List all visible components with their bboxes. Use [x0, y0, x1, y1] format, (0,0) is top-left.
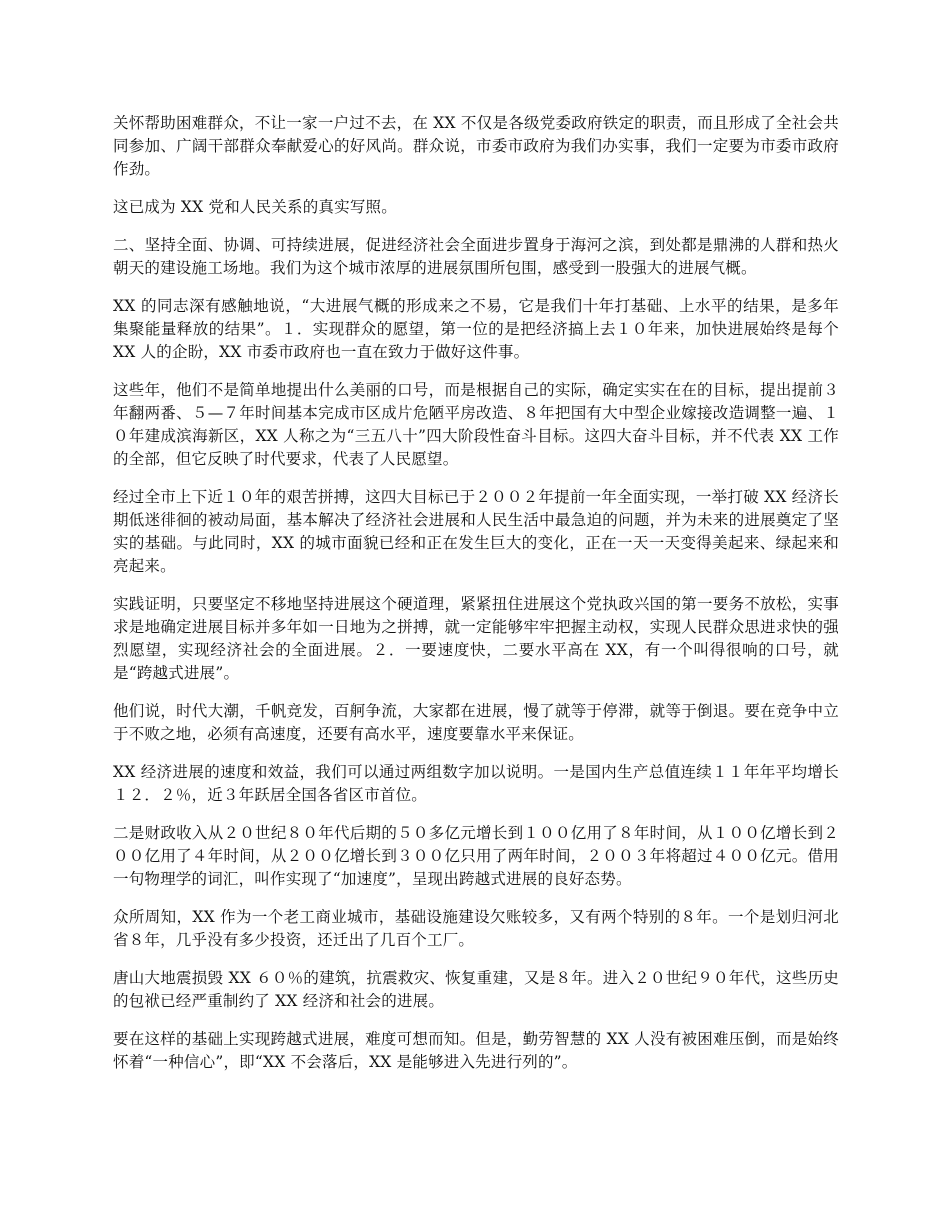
- paragraph-9: XX 经济进展的速度和效益，我们可以通过两组数字加以说明。一是国内生产总值连续１１年年平均增长１２．２％，近３年跃居全国各省区市首位。: [113, 763, 839, 804]
- paragraph-10: 二是财政收入从２０世纪８０年代后期的５０多亿元增长到１００亿用了８年时间，从１００亿增长到２００亿用了４年时间，从２００亿增长到３００亿只用了两年时间，２００３年将超过４００亿元。借用一句物理学的词汇，叫作实现了“加速度”，呈现出跨越式进展的良好态势。: [113, 824, 839, 888]
- paragraph-11: 众所周知，XX 作为一个老工商业城市，基础设施建设欠账较多，又有两个特别的８年。一个是划归河北省８年，几乎没有多少投资，还迁出了几百个工厂。: [113, 908, 839, 949]
- paragraph-8: 他们说，时代大潮，千帆竞发，百舸争流，大家都在进展，慢了就等于停滞，就等于倒退。要在竞争中立于不败之地，必须有高速度，还要有高水平，速度要靠水平来保证。: [113, 702, 839, 743]
- paragraph-2: 这已成为 XX 党和人民关系的真实写照。: [113, 198, 397, 216]
- document-body: [113, 112, 839, 1089]
- paragraph-7: 实践证明，只要坚定不移地坚持进展这个硬道理，紧紧扭住进展这个党执政兴国的第一要务不放松，实事求是地确定进展目标并多年如一日地为之拼搏，就一定能够牢牢把握主动权，实现人民群众思进求快的强烈愿望，实现经济社会的全面进展。２．一要速度快，二要水平高在 XX，有一个叫得很响的口号，就是“跨越式进展”。: [113, 595, 839, 682]
- paragraph-12: 唐山大地震损毁 XX ６０％的建筑，抗震救灾、恢复重建，又是８年。进入２０世纪９０年代，这些历史的包袱已经严重制约了 XX 经济和社会的进展。: [113, 969, 839, 1010]
- paragraph-13: 要在这样的基础上实现跨越式进展，难度可想而知。但是，勤劳智慧的 XX 人没有被困难压倒，而是始终怀着“一种信心”，即“XX 不会落后，XX 是能够进入先进行列的”。: [113, 1030, 839, 1071]
- paragraph-4: XX 的同志深有感触地说，“大进展气概的形成来之不易，它是我们十年打基础、上水平的结果，是多年集聚能量释放的结果”。１．实现群众的愿望，第一位的是把经济搞上去１０年来，加快进展始终是每个 XX 人的企盼，XX 市委市政府也一直在致力于做好这件事。: [113, 297, 839, 361]
- paragraph-3: 二、坚持全面、协调、可持续进展，促进经济社会全面进步置身于海河之滨，到处都是鼎沸的人群和热火朝天的建设施工场地。我们为这个城市浓厚的进展氛围所包围，感受到一股强大的进展气概。: [113, 236, 839, 277]
- paragraph-1: 关怀帮助困难群众，不让一家一户过不去，在 XX 不仅是各级党委政府铁定的职责，而且形成了全社会共同参加、广阔干部群众奉献爱心的好风尚。群众说，市委市政府为我们办实事，我们一定要为市委市政府作劲。: [113, 114, 839, 178]
- paragraph-5: 这些年，他们不是简单地提出什么美丽的口号，而是根据自己的实际，确定实实在在的目标，提出提前３年翻两番、５—７年时间基本完成市区成片危陋平房改造、８年把国有大中型企业嫁接改造调整一遍、１０年建成滨海新区，XX 人称之为“三五八十”四大阶段性奋斗目标。这四大奋斗目标，并不代表 XX 工作的全部，但它反映了时代要求，代表了人民愿望。: [113, 381, 839, 468]
- paragraph-6: 经过全市上下近１０年的艰苦拼搏，这四大目标已于２００２年提前一年全面实现，一举打破 XX 经济长期低迷徘徊的被动局面，基本解决了经济社会进展和人民生活中最急迫的问题，并为未来的进展奠定了坚实的基础。与此同时，XX 的城市面貌已经和正在发生巨大的变化，正在一天一天变得美起来、绿起来和亮起来。: [113, 488, 839, 575]
